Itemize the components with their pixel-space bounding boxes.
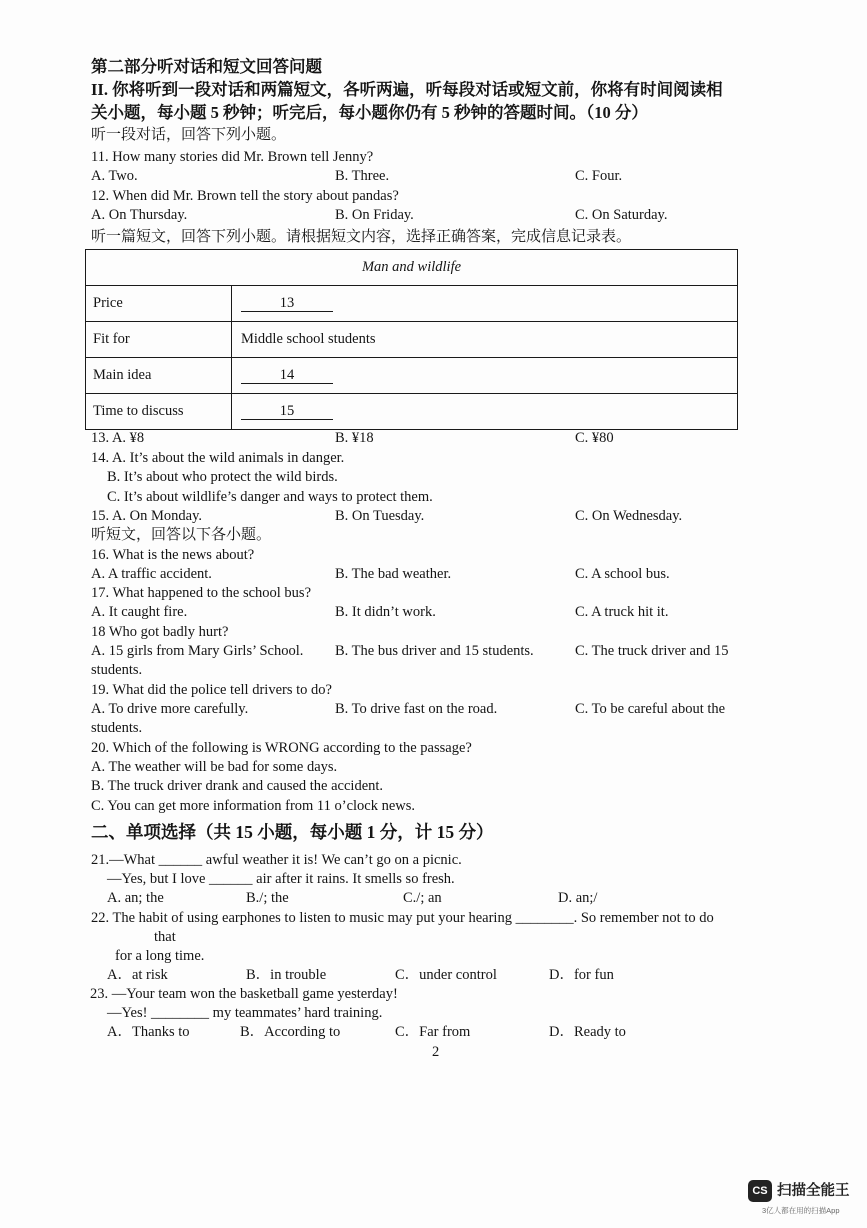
- q19-option-a: A. To drive more carefully.: [91, 701, 249, 717]
- passage1-intro: 听一篇短文，回答下列小题。请根据短文内容，选择正确答案，完成信息记录表。: [91, 229, 632, 245]
- scanner-brand: 扫描全能王: [777, 1183, 850, 1199]
- q17-stem: 17. What happened to the school bus?: [91, 585, 311, 601]
- table-row-label: Price: [86, 286, 232, 322]
- q14-option-b: B. It’s about who protect the wild birds.: [107, 469, 338, 485]
- q16-option-c: C. A school bus.: [575, 566, 670, 582]
- q17-option-a: A. It caught fire.: [91, 604, 188, 620]
- q14-option-a: 14. A. It’s about the wild animals in danger.: [91, 450, 345, 466]
- q13-option-c: C. ¥80: [575, 430, 614, 446]
- q19-option-c: C. To be careful about the: [575, 701, 726, 717]
- page-number: 2: [432, 1044, 440, 1060]
- q15-option-a: 15. A. On Monday.: [91, 508, 203, 524]
- q23-line-1: 23. —Your team won the basketball game yesterday!: [90, 986, 398, 1002]
- q17-option-b: B. It didn’t work.: [335, 604, 436, 620]
- q18-option-c: C. The truck driver and 15: [575, 643, 729, 659]
- q17-option-c: C. A truck hit it.: [575, 604, 669, 620]
- q22-line-2: that: [154, 929, 176, 945]
- q11-stem: 11. How many stories did Mr. Brown tell Jenny?: [91, 149, 374, 165]
- scanner-tagline: 3亿人都在用的扫描App: [762, 1206, 840, 1215]
- q18-option-a: A. 15 girls from Mary Girls’ School.: [91, 643, 304, 659]
- passage2-intro: 听短文，回答以下各小题。: [91, 527, 272, 543]
- table-title: Man and wildlife: [86, 250, 738, 286]
- q20-stem: 20. Which of the following is WRONG according to the passage?: [91, 740, 472, 756]
- q16-stem: 16. What is the news about?: [91, 547, 255, 563]
- q19-option-c-continuation: students.: [91, 720, 143, 736]
- dialogue-intro: 听一段对话，回答下列小题。: [91, 127, 287, 143]
- q21-option-a: A. an; the: [107, 890, 164, 906]
- table-row-label: Main idea: [86, 358, 232, 394]
- q22-option-c: C．under control: [395, 967, 497, 983]
- answer-blank: 14: [241, 367, 333, 384]
- scanner-logo-icon: CS: [748, 1180, 772, 1202]
- table-row: [86, 322, 738, 358]
- table-row-value: [232, 394, 738, 430]
- part2-heading: 第二部分听对话和短文回答问题: [91, 57, 322, 76]
- q21-line-1: 21.—What ______ awful weather it is! We can’t go on a picnic.: [91, 852, 462, 868]
- table-row-value: Middle school students: [232, 322, 738, 358]
- q14-option-c: C. It’s about wildlife’s danger and ways to protect them.: [107, 489, 433, 505]
- table-row-label: Time to discuss: [86, 394, 232, 430]
- q23-line-2: —Yes! ________ my teammates’ hard training.: [107, 1005, 383, 1021]
- part2-instruction-line-2: 关小题，每小题 5 秒钟；听完后，每小题你仍有 5 秒钟的答题时间。（10 分）: [91, 103, 648, 122]
- q22-line-1: 22. The habit of using earphones to listen to music may put your hearing ________. So remember not to do: [91, 910, 714, 926]
- table-row: [86, 394, 738, 430]
- q12-option-a: A. On Thursday.: [91, 207, 188, 223]
- q18-option-c-continuation: students.: [91, 662, 143, 678]
- q20-option-a: A. The weather will be bad for some days.: [91, 759, 338, 775]
- part2-instruction-line-1: II. 你将听到一段对话和两篇短文，各听两遍，听每段对话或短文前，你将有时间阅读相: [91, 80, 723, 99]
- q15-option-b: B. On Tuesday.: [335, 508, 425, 524]
- table-row-value: [232, 358, 738, 394]
- info-record-table: [85, 249, 738, 430]
- q12-option-c: C. On Saturday.: [575, 207, 668, 223]
- q11-option-c: C. Four.: [575, 168, 623, 184]
- q19-stem: 19. What did the police tell drivers to do?: [91, 682, 332, 698]
- q20-option-c: C. You can get more information from 11 o’clock news.: [91, 798, 416, 814]
- q23-option-b: B．According to: [240, 1024, 341, 1040]
- q22-option-d: D．for fun: [549, 967, 614, 983]
- table-row: [86, 286, 738, 322]
- q12-stem: 12. When did Mr. Brown tell the story about pandas?: [91, 188, 399, 204]
- q21-option-c: C./; an: [403, 890, 442, 906]
- q11-option-a: A. Two.: [91, 168, 138, 184]
- q23-option-d: D．Ready to: [549, 1024, 626, 1040]
- q15-option-c: C. On Wednesday.: [575, 508, 683, 524]
- q18-stem: 18 Who got badly hurt?: [91, 624, 229, 640]
- table-title-row: [86, 250, 738, 286]
- table-row-label: Fit for: [86, 322, 232, 358]
- table-row-value: [232, 286, 738, 322]
- q13-option-b: B. ¥18: [335, 430, 374, 446]
- q18-option-b: B. The bus driver and 15 students.: [335, 643, 534, 659]
- single-choice-heading: 二、单项选择（共 15 小题，每小题 1 分，计 15 分）: [91, 822, 494, 842]
- q22-line-3: for a long time.: [115, 948, 205, 964]
- q20-option-b: B. The truck driver drank and caused the accident.: [91, 778, 384, 794]
- q21-option-d: D. an;/: [558, 890, 598, 906]
- q21-line-2: —Yes, but I love ______ air after it rains. It smells so fresh.: [107, 871, 455, 887]
- q23-option-c: C．Far from: [395, 1024, 471, 1040]
- q19-option-b: B. To drive fast on the road.: [335, 701, 498, 717]
- q16-option-b: B. The bad weather.: [335, 566, 452, 582]
- q12-option-b: B. On Friday.: [335, 207, 414, 223]
- q16-option-a: A. A traffic accident.: [91, 566, 212, 582]
- q11-option-b: B. Three.: [335, 168, 390, 184]
- q22-option-b: B．in trouble: [246, 967, 327, 983]
- q21-option-b: B./; the: [246, 890, 289, 906]
- table-row: [86, 358, 738, 394]
- q13-option-a: 13. A. ¥8: [91, 430, 145, 446]
- answer-blank: 15: [241, 403, 333, 420]
- q23-option-a: A．Thanks to: [107, 1024, 190, 1040]
- q22-option-a: A．at risk: [107, 967, 168, 983]
- answer-blank: 13: [241, 295, 333, 312]
